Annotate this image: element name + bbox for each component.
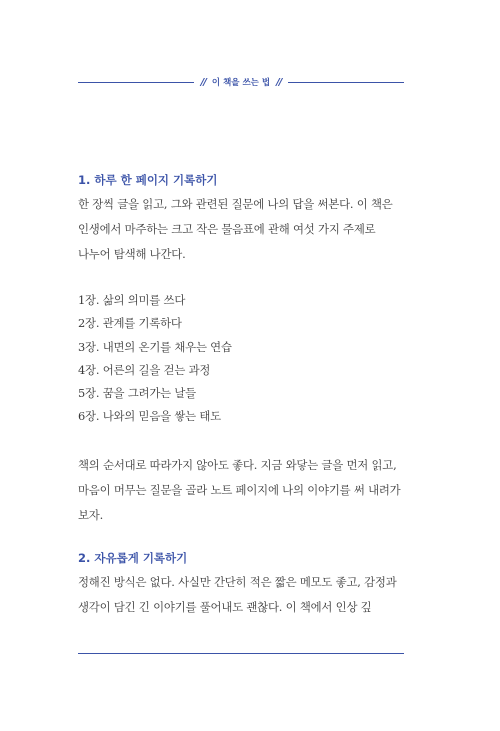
header-rule-left [78, 82, 194, 83]
chapter-item-6: 6장. 나와의 믿음을 쌓는 태도 [78, 409, 221, 424]
chapter-item-1: 1장. 삶의 의미를 쓰다 [78, 293, 186, 307]
footer-rule [78, 653, 404, 654]
chapter-item-3: 3장. 내면의 온기를 채우는 연습 [78, 339, 232, 354]
chapter-item-5: 5장. 꿈을 그려가는 날들 [78, 386, 196, 401]
page-header [78, 74, 404, 90]
section-1-intro: 한 장씩 글을 읽고, 그와 관련된 질문에 나의 답을 써본다. 이 책은 인생에서 마주하는 크고 작은 물음표에 관해 여섯 가지 주제로 나누어 탐색해 나간다. [78, 197, 393, 261]
section-1-outro: 책의 순서대로 따라가지 않아도 좋다. 지금 와닿는 글을 먼저 읽고, 마음이 머무는 질문을 골라 노트 페이지에 나의 이야기를 써 내려가 보자. [78, 457, 401, 522]
header-title-wrap [194, 76, 289, 88]
main-content [78, 172, 408, 620]
header-left-mark: // [200, 76, 206, 88]
chapter-item-4: 4장. 어른의 길을 걷는 과정 [78, 362, 211, 377]
page-title: 이 책을 쓰는 법 [211, 78, 271, 88]
header-right-mark: // [276, 76, 282, 88]
header-rule-right [288, 82, 404, 83]
section-heading-1: 1. 하루 한 페이지 기록하기 [78, 173, 218, 187]
chapter-item-2: 2장. 관계를 기록하다 [78, 316, 182, 331]
section-heading-2: 2. 자유롭게 기록하기 [78, 550, 188, 565]
section-2-intro: 정해진 방식은 없다. 사실만 간단히 적은 짧은 메모도 좋고, 감정과 생각이 담긴 긴 이야기를 풀어내도 괜찮다. 이 책에서 인상 깊 [78, 574, 397, 614]
chapter-list [78, 289, 408, 429]
